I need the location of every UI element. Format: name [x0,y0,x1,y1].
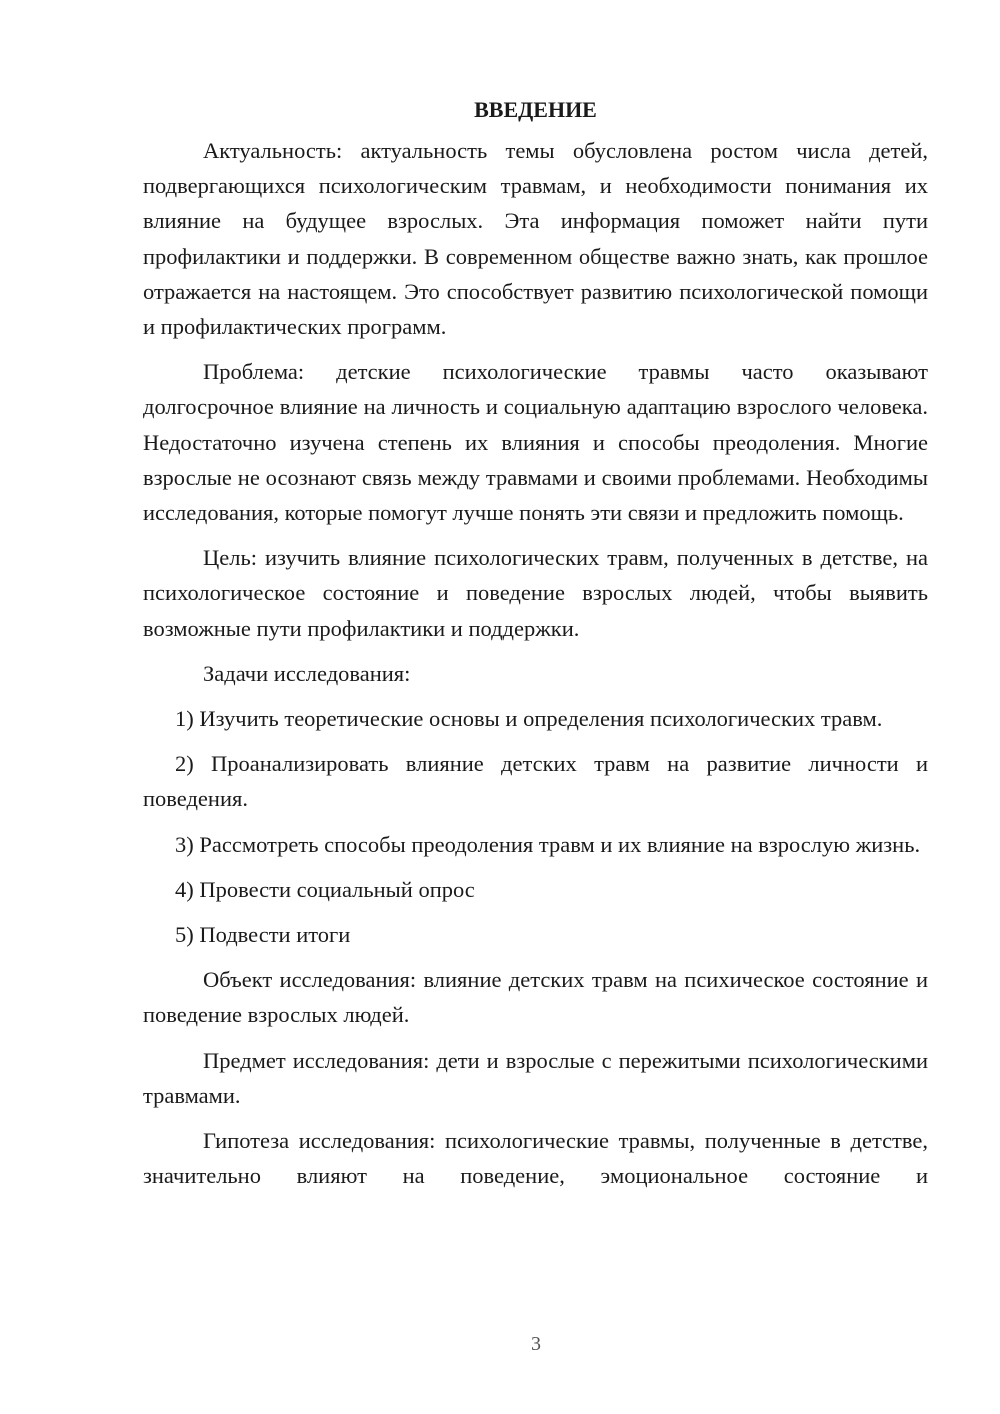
page-number: 3 [531,1333,541,1355]
task-item-5: 5) Подвести итоги [175,922,351,948]
paragraph-relevance: Актуальность: актуальность темы обусловлена ростом числа детей, подвергающихся психологическим травмам, и необходимости понимания их влияние на будущее взрослых. Эта информация поможет найти пути профилактики и поддержки. В современном обществе важно знать, как прошлое отражается на настоящем. Это способствует развитию психологической помощи и профилактических программ. [143,138,928,340]
tasks-title: Задачи исследования: [203,660,411,686]
task-item-4: 4) Провести социальный опрос [175,876,475,902]
paragraph-goal: Цель: изучить влияние психологических травм, полученных в детстве, на психологическое состояние и поведение взрослых людей, чтобы выявить возможные пути профилактики и поддержки. [143,545,928,641]
paragraph-problem: Проблема: детские психологические травмы часто оказывают долгосрочное влияние на личность и социальную адаптацию взрослого человека. Недостаточно изучена степень их влияния и способы преодоления. Многие взрослые не осознают связь между травмами и своими проблемами. Необходимы исследования, которые помогут лучше понять эти связи и предложить помощь. [143,359,928,526]
document-page [143,92,928,1193]
section-heading: ВВЕДЕНИЕ [474,97,597,122]
task-item-1: 1) Изучить теоретические основы и определения психологических травм. [175,706,883,732]
paragraph-subject: Предмет исследования: дети и взрослые с пережитыми психологическими травмами. [143,1047,928,1108]
paragraph-object: Объект исследования: влияние детских травм на психическое состояние и поведение взрослых людей. [143,967,928,1028]
paragraph-hypothesis: Гипотеза исследования: психологические травмы, полученные в детстве, значительно влияют на поведение, эмоциональное состояние и [143,1128,928,1189]
task-item-2: 2) Проанализировать влияние детских травм на развитие личности и поведения. [143,751,928,812]
task-item-3: 3) Рассмотреть способы преодоления травм и их влияние на взрослую жизнь. [175,831,921,857]
